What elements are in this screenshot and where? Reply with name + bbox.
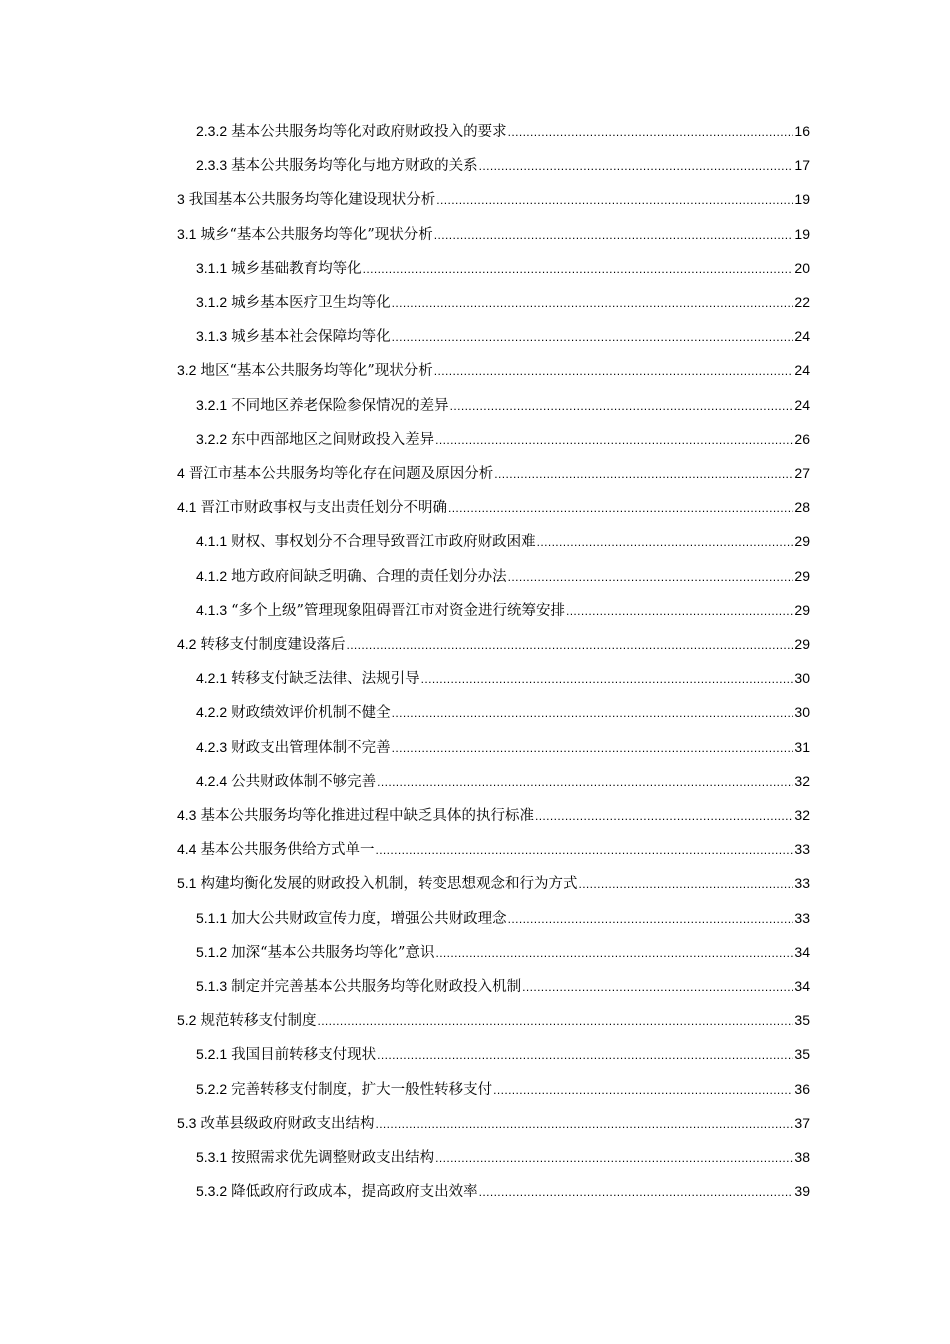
toc-entry-number: 4.2	[177, 636, 197, 652]
toc-entry-page-number: 33	[794, 841, 810, 857]
toc-entry-number: 3.2	[177, 362, 197, 378]
toc-dot-leader	[346, 633, 793, 657]
toc-entry-title: 财权、事权划分不合理导致晋江市政府财政困难	[231, 534, 536, 550]
toc-dot-leader	[566, 599, 793, 623]
toc-entry[interactable]	[196, 906, 810, 930]
toc-dot-leader	[392, 736, 794, 760]
toc-entry[interactable]	[196, 290, 810, 314]
toc-entry-title: 规范转移支付制度	[200, 1013, 317, 1029]
toc-entry[interactable]	[177, 837, 810, 861]
toc-entry-title: 基本公共服务均等化与地方财政的关系	[231, 158, 478, 174]
toc-entry-number: 4.2.3	[196, 739, 228, 755]
toc-entry-title: 地区“基本公共服务均等化”现状分析	[200, 363, 433, 379]
toc-entry-title: 不同地区养老保险参保情况的差异	[231, 398, 449, 414]
toc-dot-leader	[363, 257, 794, 281]
toc-entry-title: “多个上级”管理现象阻碍晋江市对资金进行统筹安排	[231, 603, 565, 619]
toc-entry-number: 5.1.3	[196, 978, 228, 994]
toc-dot-leader	[392, 325, 794, 349]
toc-entry-title: 城乡基础教育均等化	[231, 261, 362, 277]
toc-entry-title: 城乡基本医疗卫生均等化	[231, 295, 391, 311]
toc-entry-page-number: 20	[794, 260, 810, 276]
toc-entry[interactable]	[196, 598, 810, 622]
toc-entry[interactable]	[177, 187, 810, 211]
toc-entry-number: 4.2.2	[196, 704, 228, 720]
toc-entry-title: 公共财政体制不够完善	[231, 774, 377, 790]
toc-entry-number: 3.1.2	[196, 294, 228, 310]
toc-dot-leader	[448, 496, 793, 520]
toc-entry[interactable]	[196, 119, 810, 143]
toc-entry-page-number: 27	[794, 465, 810, 481]
toc-dot-leader	[494, 462, 793, 486]
toc-entry-page-number: 34	[794, 944, 810, 960]
toc-entry-title: 地方政府间缺乏明确、合理的责任划分办法	[231, 569, 507, 585]
toc-entry-number: 4.1.2	[196, 568, 228, 584]
toc-entry-number: 5.2	[177, 1012, 197, 1028]
toc-entry[interactable]	[196, 974, 810, 998]
toc-entry-page-number: 35	[794, 1012, 810, 1028]
toc-dot-leader	[578, 872, 793, 896]
toc-entry[interactable]	[177, 803, 810, 827]
toc-entry[interactable]	[196, 940, 810, 964]
toc-dot-leader	[479, 154, 794, 178]
toc-entry[interactable]	[177, 871, 810, 895]
toc-entry[interactable]	[177, 358, 810, 382]
toc-dot-leader	[421, 667, 794, 691]
toc-dot-leader	[375, 1112, 793, 1136]
toc-entry-number: 3	[177, 191, 185, 207]
toc-entry-page-number: 36	[794, 1081, 810, 1097]
toc-entry-page-number: 29	[794, 533, 810, 549]
toc-entry-title: 东中西部地区之间财政投入差异	[231, 432, 435, 448]
toc-entry-number: 3.2.1	[196, 397, 228, 413]
toc-entry-page-number: 29	[794, 636, 810, 652]
toc-entry-title: 构建均衡化发展的财政投入机制，转变思想观念和行为方式	[200, 876, 578, 892]
toc-dot-leader	[435, 941, 793, 965]
toc-entry-page-number: 32	[794, 773, 810, 789]
toc-entry-title: 加大公共财政宣传力度，增强公共财政理念	[231, 911, 507, 927]
toc-entry-page-number: 35	[794, 1046, 810, 1062]
toc-entry-number: 2.3.2	[196, 123, 228, 139]
toc-entry-number: 5.3	[177, 1115, 197, 1131]
toc-entry-page-number: 22	[794, 294, 810, 310]
toc-entry[interactable]	[196, 769, 810, 793]
toc-entry-number: 4.1.3	[196, 602, 228, 618]
toc-entry-page-number: 28	[794, 499, 810, 515]
toc-entry[interactable]	[196, 256, 810, 280]
toc-entry-page-number: 19	[794, 191, 810, 207]
toc-entry-title: 财政支出管理体制不完善	[231, 740, 391, 756]
toc-entry-title: 晋江市财政事权与支出责任划分不明确	[200, 500, 447, 516]
toc-dot-leader	[435, 1146, 793, 1170]
toc-entry-title: 改革县级政府财政支出结构	[200, 1116, 375, 1132]
toc-dot-leader	[377, 1043, 793, 1067]
toc-entry[interactable]	[196, 666, 810, 690]
toc-entry-title: 我国基本公共服务均等化建设现状分析	[188, 192, 436, 208]
toc-entry-title: 按照需求优先调整财政支出结构	[231, 1150, 435, 1166]
toc-entry[interactable]	[196, 324, 810, 348]
toc-entry-page-number: 24	[794, 362, 810, 378]
toc-entry-number: 3.1.3	[196, 328, 228, 344]
toc-dot-leader	[535, 804, 793, 828]
toc-entry[interactable]	[196, 1179, 810, 1203]
toc-entry-number: 4.3	[177, 807, 197, 823]
toc-entry-page-number: 24	[794, 328, 810, 344]
toc-entry-number: 3.1	[177, 226, 197, 242]
toc-dot-leader	[508, 565, 794, 589]
toc-entry-page-number: 29	[794, 602, 810, 618]
toc-entry[interactable]	[177, 222, 810, 246]
toc-entry-title: 城乡基本社会保障均等化	[231, 329, 391, 345]
toc-entry-number: 4.4	[177, 841, 197, 857]
toc-entry[interactable]	[196, 1042, 810, 1066]
toc-dot-leader	[479, 1180, 794, 1204]
toc-entry-page-number: 38	[794, 1149, 810, 1165]
toc-entry-page-number: 33	[794, 910, 810, 926]
toc-entry-title: 制定并完善基本公共服务均等化财政投入机制	[231, 979, 522, 995]
toc-dot-leader	[435, 428, 793, 452]
toc-entry-page-number: 34	[794, 978, 810, 994]
toc-dot-leader	[436, 188, 793, 212]
toc-entry-number: 4.1.1	[196, 533, 228, 549]
toc-entry[interactable]	[196, 427, 810, 451]
toc-entry[interactable]	[177, 1008, 810, 1032]
toc-entry-page-number: 33	[794, 875, 810, 891]
toc-entry-number: 4.2.1	[196, 670, 228, 686]
toc-entry-page-number: 26	[794, 431, 810, 447]
toc-entry[interactable]	[196, 735, 810, 759]
toc-entry[interactable]	[177, 461, 810, 485]
toc-entry-page-number: 37	[794, 1115, 810, 1131]
toc-entry[interactable]	[196, 700, 810, 724]
toc-entry[interactable]	[196, 393, 810, 417]
toc-entry-title: 完善转移支付制度，扩大一般性转移支付	[231, 1082, 493, 1098]
toc-entry-title: 降低政府行政成本，提高政府支出效率	[231, 1184, 478, 1200]
toc-entry[interactable]	[177, 495, 810, 519]
toc-entry-number: 3.1.1	[196, 260, 228, 276]
toc-entry[interactable]	[177, 1111, 810, 1135]
toc-dot-leader	[377, 770, 793, 794]
toc-dot-leader	[434, 223, 794, 247]
toc-dot-leader	[508, 907, 794, 931]
toc-entry-page-number: 30	[794, 704, 810, 720]
toc-entry[interactable]	[196, 1077, 810, 1101]
toc-entry-number: 5.3.2	[196, 1183, 228, 1199]
toc-entry-page-number: 19	[794, 226, 810, 242]
toc-dot-leader	[508, 120, 794, 144]
toc-entry-number: 5.2.1	[196, 1046, 228, 1062]
toc-entry[interactable]	[196, 153, 810, 177]
toc-dot-leader	[392, 701, 794, 725]
toc-entry-page-number: 30	[794, 670, 810, 686]
toc-entry-title: 转移支付制度建设落后	[200, 637, 346, 653]
toc-entry-page-number: 24	[794, 397, 810, 413]
toc-dot-leader	[392, 291, 794, 315]
toc-entry-page-number: 39	[794, 1183, 810, 1199]
toc-dot-leader	[434, 359, 794, 383]
toc-entry-number: 5.2.2	[196, 1081, 228, 1097]
toc-entry-page-number: 16	[794, 123, 810, 139]
toc-entry-page-number: 31	[794, 739, 810, 755]
toc-entry-number: 3.2.2	[196, 431, 228, 447]
toc-entry-number: 4.2.4	[196, 773, 228, 789]
toc-entry-title: 转移支付缺乏法律、法规引导	[231, 671, 420, 687]
toc-entry[interactable]	[177, 632, 810, 656]
toc-entry[interactable]	[196, 529, 810, 553]
toc-entry-title: 我国目前转移支付现状	[231, 1047, 377, 1063]
toc-entry-title: 基本公共服务均等化对政府财政投入的要求	[231, 124, 507, 140]
toc-entry-page-number: 29	[794, 568, 810, 584]
toc-dot-leader	[450, 394, 794, 418]
toc-entry-title: 财政绩效评价机制不健全	[231, 705, 391, 721]
toc-entry-number: 5.1.1	[196, 910, 228, 926]
toc-entry-number: 4.1	[177, 499, 197, 515]
toc-entry-title: 加深“基本公共服务均等化”意识	[231, 945, 435, 961]
toc-entry-number: 2.3.3	[196, 157, 228, 173]
toc-dot-leader	[522, 975, 793, 999]
toc-entry-page-number: 32	[794, 807, 810, 823]
toc-entry-title: 基本公共服务均等化推进过程中缺乏具体的执行标准	[200, 808, 534, 824]
toc-dot-leader	[493, 1078, 793, 1102]
toc-entry-number: 5.3.1	[196, 1149, 228, 1165]
toc-entry-number: 5.1.2	[196, 944, 228, 960]
toc-entry[interactable]	[196, 564, 810, 588]
toc-entry[interactable]	[196, 1145, 810, 1169]
toc-entry-number: 4	[177, 465, 185, 481]
toc-entry-number: 5.1	[177, 875, 197, 891]
toc-entry-page-number: 17	[794, 157, 810, 173]
toc-dot-leader	[537, 530, 794, 554]
toc-dot-leader	[375, 838, 793, 862]
toc-dot-leader	[317, 1009, 793, 1033]
toc-entry-title: 基本公共服务供给方式单一	[200, 842, 375, 858]
toc-entry-title: 晋江市基本公共服务均等化存在问题及原因分析	[188, 466, 494, 482]
toc-entry-title: 城乡“基本公共服务均等化”现状分析	[200, 227, 433, 243]
